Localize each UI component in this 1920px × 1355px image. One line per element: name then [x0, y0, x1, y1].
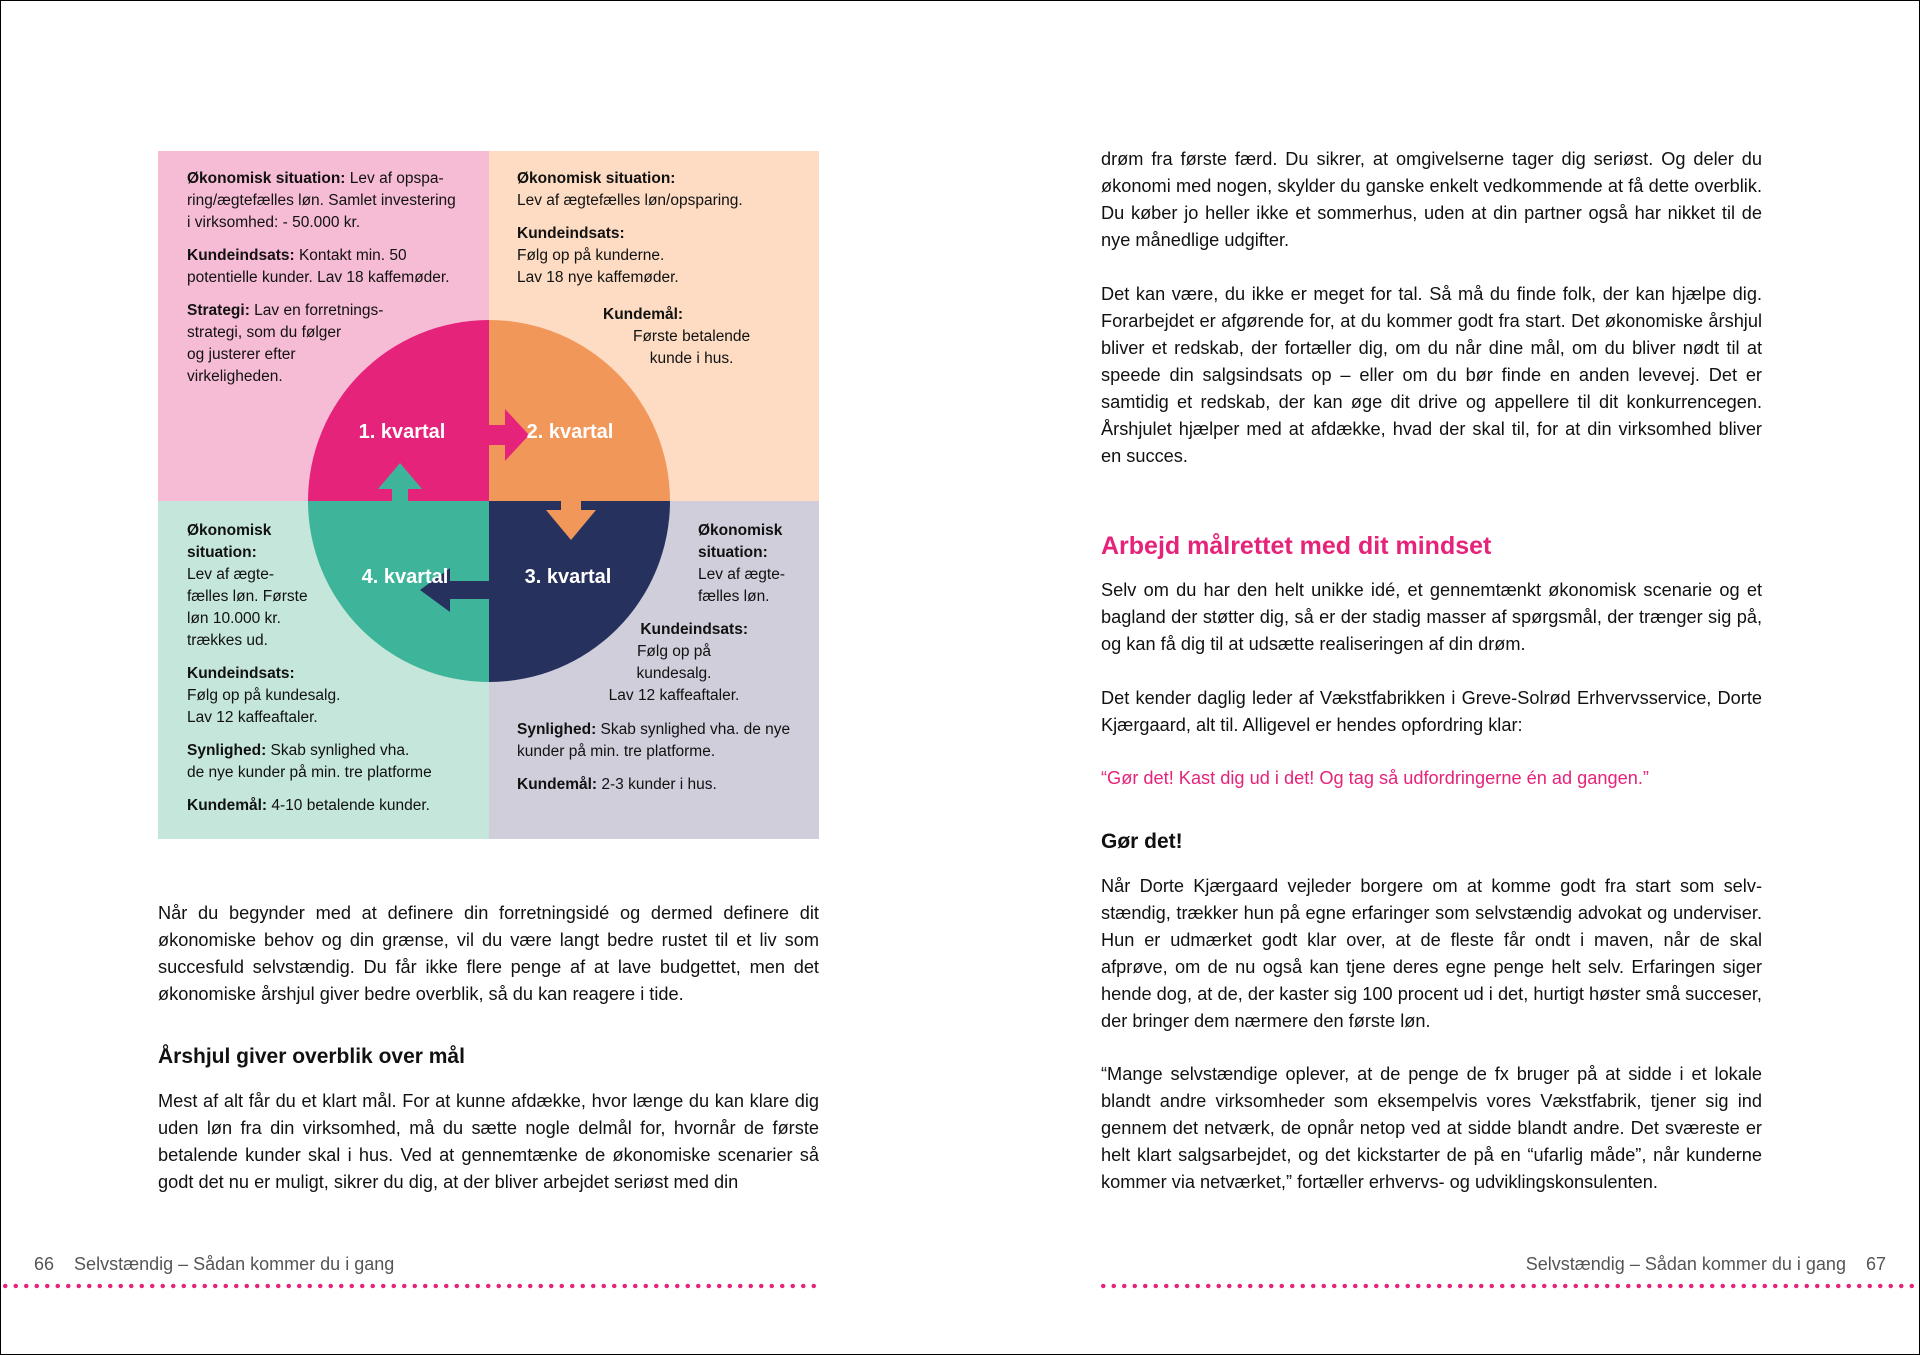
q4-econ-text: Lev af ægte- fælles løn. Første løn 10.000 kr. trækkes ud.: [187, 566, 308, 649]
right-paragraph-3: [1101, 577, 1762, 658]
q1-cust-text: Kontakt min. 50 potentielle kunder. Lav 18 kaffemøder.: [187, 247, 450, 286]
right-para6-text: “Mange selvstændige oplever, at de penge de fx bruger på at sidde i et lokale blandt andre virksomheder som eksempelvis vores Vækstfabrik, tjener sig ind gennem det netværk, de opnår netop ved at sidde blandt andre. Det sværeste er helt klart salgsarbejdet, og det kickstarter de på en “ufarlig måde”, når kunderne kommer via netværket,” fortæller erhvervs- og udviklingskonsulenten.: [1101, 1064, 1762, 1192]
q3-cust-text: Følg op på kundesalg. Lav 12 kaffeaftaler.: [608, 643, 740, 704]
q3-econ-text: Lev af ægte- fælles løn.: [698, 566, 786, 605]
q1-strat-text: Lav en forretnings- strategi, som du følger og justerer efter virkeligheden.: [187, 302, 384, 385]
q2-econ-text: Lev af ægtefælles løn/opsparing.: [517, 192, 743, 209]
quarter-3-label: 3. kvartal: [524, 566, 612, 588]
q3-cust-label: Kundeindsats:: [640, 621, 748, 638]
left-para2-text: Mest af alt får du et klart mål. For at kunne afdække, hvor længe du kan klare dig uden løn fra din virksomhed, må du sætte nogle delmål for, hvornår de første betalende kunder skal i hus. Ved at gennemtænke de økonomiske scenarier så godt det nu er muligt, sikrer du dig, at der bliver arbejdet seriøst med din: [158, 1091, 819, 1192]
right-paragraph-5: [1101, 873, 1762, 1035]
q4-cust-text: Følg op på kundesalg. Lav 12 kaffeaftaler.: [187, 687, 341, 726]
quarter-1-label: 1. kvartal: [358, 421, 446, 443]
right-footer: [1526, 1254, 1886, 1275]
q3-vis-text: Skab synlighed vha. de nye kunder på min. tre platforme.: [517, 721, 791, 760]
left-running-title: Selvstændig – Sådan kommer du i gang: [74, 1254, 395, 1274]
right-para5-text: Når Dorte Kjærgaard vejleder borgere om at komme godt fra start som selvstændig, trækker hun på egne erfaringer som selvstændig advokat og underviser. Hun er udmærket godt klar over, at de fleste får ondt i maven, når de skal afprøve, om de nu også kan tjene deres egne penge helt selv. Erfaringen siger hende dog, at de, der kaster sig 100 procent ud i det, hurtigt høster små succeser, der bringer dem nærmere den første løn.: [1101, 876, 1762, 1031]
right-para2-text: Det kan være, du ikke er meget for tal. Så må du finde folk, der kan hjælpe dig. Forarbejdet er afgørende for, at du kommer godt fra start. Det økonomiske årshjul bliver et redskab, der fortæller dig, om du når dine mål, om du bliver nødt til at speede din salgsindsats op – eller om du bør finde en anden levevej. Det er samtidig et redskab, der kan øge dit drive og appellere til dit konkurrencegen. Årshjulet hjælper med at afdække, hvad der skal til, for at din virksomhed bliver en succes.: [1101, 284, 1762, 466]
left-page-number: 66: [34, 1254, 55, 1274]
right-subheading: Gør det!: [1101, 830, 1183, 853]
quarter-4-label: 4. kvartal: [361, 566, 449, 588]
right-running-title: Selvstændig – Sådan kommer du i gang: [1525, 1254, 1846, 1274]
quarter-2-label: 2. kvartal: [526, 421, 614, 443]
q4-vis-text: Skab synlighed vha. de nye kunder på min. tre platforme: [187, 742, 432, 781]
left-dotted-rule: [0, 1283, 822, 1289]
left-heading: Årshjul giver overblik over mål: [158, 1045, 465, 1068]
q4-goal-label: Kundemål:: [187, 797, 268, 814]
right-para4-text: Det kender daglig leder af Vækstfabrikken i Greve-Solrød Erhvervsservice, Dorte Kjærgaard, alt til. Alligevel er hendes opfordring klar:: [1101, 688, 1762, 735]
q4-goal-text: 4-10 betalende kunder.: [267, 797, 430, 814]
right-paragraph-4: [1101, 685, 1762, 739]
pull-quote: “Gør det! Kast dig ud i det! Og tag så udfordringerne én ad gangen.”: [1101, 768, 1649, 788]
q2-goal-text: Første betalende kunde i hus.: [633, 328, 751, 367]
q2-cust-label: Kundeindsats:: [517, 225, 625, 242]
q2-goal-label: Kundemål:: [603, 306, 684, 323]
q3-goal-text: 2-3 kunder i hus.: [597, 776, 717, 793]
right-pink-heading: Arbejd målrettet med dit mindset: [1101, 532, 1492, 560]
q4-econ-label: Økonomisk situation:: [187, 522, 272, 561]
q3-goal-label: Kundemål:: [517, 776, 598, 793]
right-para3-text: Selv om du har den helt unikke idé, et gennemtænkt økonomisk scenarie og et bagland der støtter dig, så er der stadig masser af spørgsmål, der trænger sig på, og kan få dig til at udsætte realiseringen af din drøm.: [1101, 580, 1762, 654]
right-dotted-rule: [1098, 1283, 1920, 1289]
left-paragraph-2: [158, 1088, 819, 1196]
wheel-segment-2: [489, 320, 670, 501]
q3-econ-label: Økonomisk situation:: [698, 522, 783, 561]
left-para1-text: Når du begynder med at definere din forretningsidé og dermed definere dit økonomiske behov og din grænse, vil du være langt bedre rustet til et liv som succesfuld selvstændig. Du får ikke flere penge af at lave budgettet, men det økonomiske årshjul giver bedre overblik, så du kan reagere i tide.: [158, 903, 819, 1004]
left-paragraph-1: [158, 900, 819, 1008]
right-paragraph-1: [1101, 146, 1762, 254]
wheel-svg: [158, 151, 819, 839]
q2-econ-label: Økonomisk situation:: [517, 170, 676, 187]
q4-vis-label: Synlighed:: [187, 742, 267, 759]
q1-econ-label: Økonomisk situation:: [187, 170, 346, 187]
right-paragraph-6: [1101, 1061, 1762, 1196]
q4-cust-label: Kundeindsats:: [187, 665, 295, 682]
q3-vis-label: Synlighed:: [517, 721, 597, 738]
q1-strat-label: Strategi:: [187, 302, 250, 319]
annual-wheel-diagram: [158, 151, 819, 839]
q2-cust-text: Følg op på kunderne. Lav 18 nye kaffemøder.: [517, 247, 679, 286]
right-page-number: 67: [1865, 1254, 1886, 1274]
left-footer: [34, 1254, 394, 1275]
right-paragraph-2: [1101, 281, 1762, 470]
q1-econ-text: Lev af opspa- ring/ægtefælles løn. Samlet investering i virksomhed: - 50.000 kr.: [187, 170, 456, 231]
q1-cust-label: Kundeindsats:: [187, 247, 295, 264]
right-para1-text: drøm fra første færd. Du sikrer, at omgivelserne tager dig seriøst. Og deler du økonomi med nogen, skylder du ganske enkelt vedkommende at få dette overblik. Du køber jo heller ikke et sommerhus, uden at din partner også har nikket til de nye månedlige udgifter.: [1101, 149, 1762, 250]
